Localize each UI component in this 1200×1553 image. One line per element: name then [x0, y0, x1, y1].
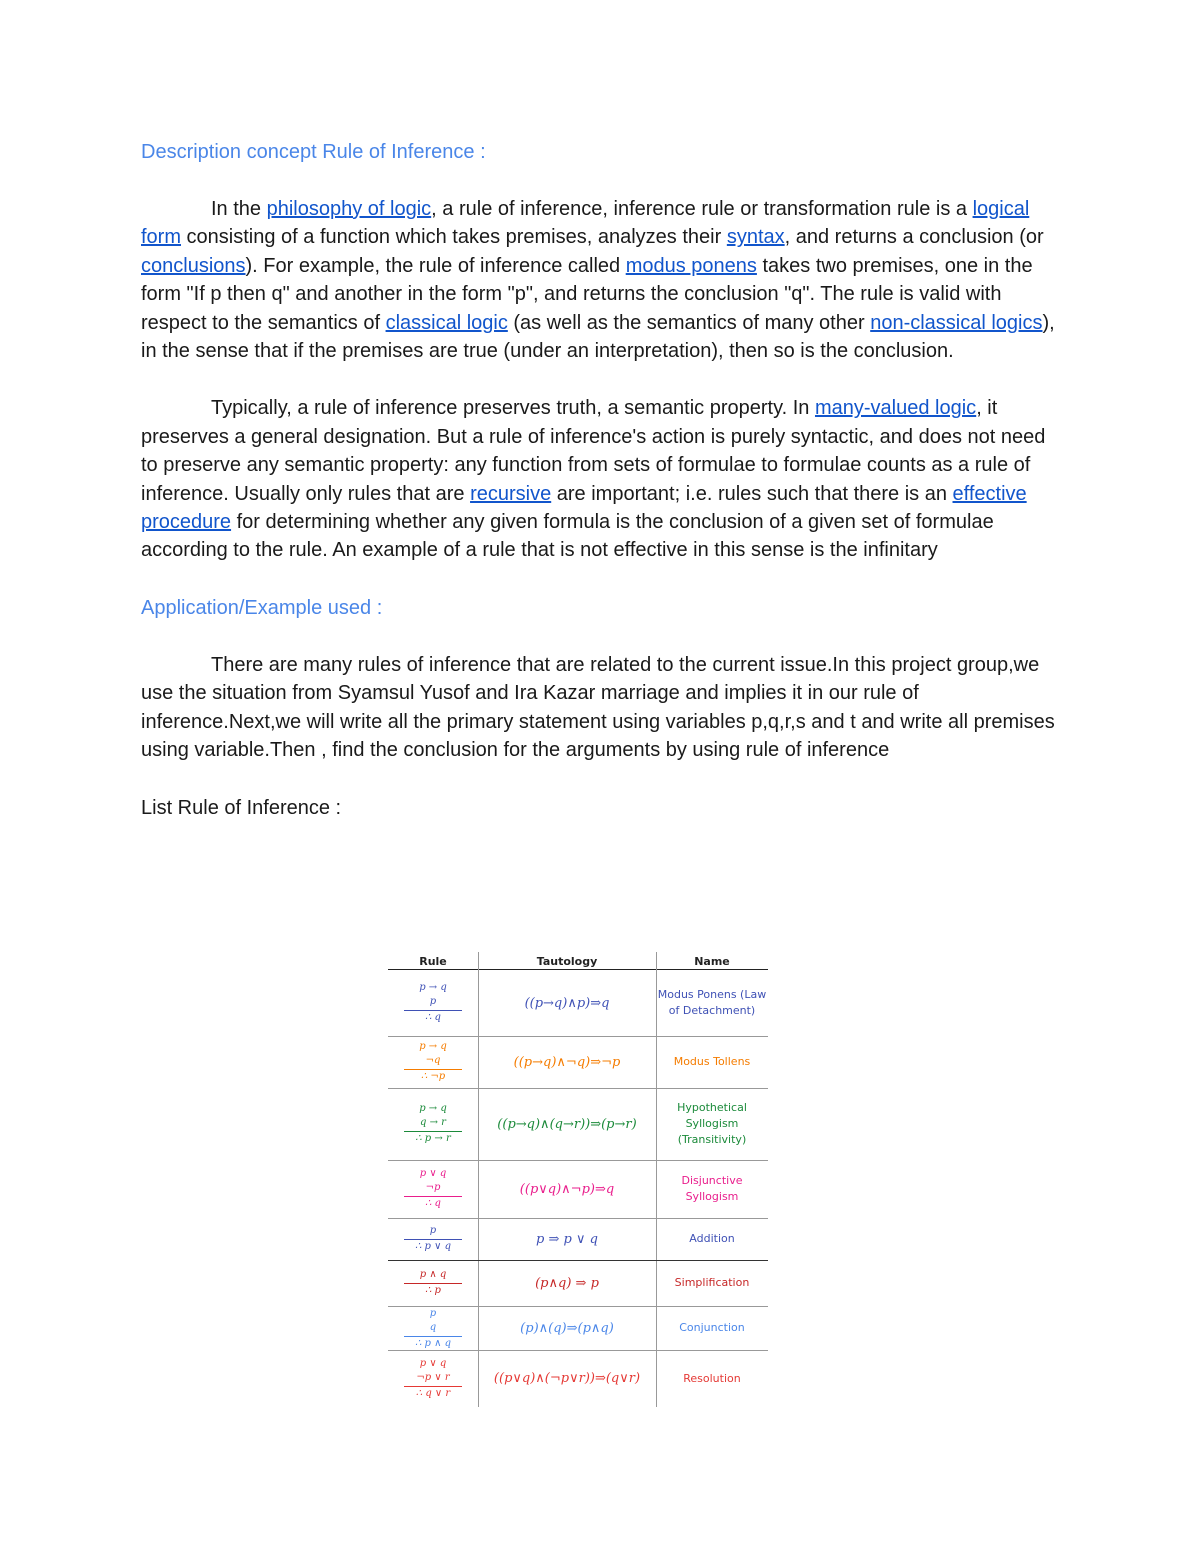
rule-conclusion: ∴ p: [425, 1285, 441, 1296]
rule-name-cell: Hypothetical Syllogism (Transitivity): [677, 1101, 747, 1146]
tautology-cell: ((p∨q)∧(¬p∨r))⇒(q∨r): [493, 1371, 641, 1386]
rule-conclusion: ∴ q: [425, 1198, 441, 1209]
rule-premise: p ∧ q: [419, 1269, 447, 1280]
header-name: Name: [694, 955, 730, 968]
rule-conclusion: ∴ p ∧ q: [414, 1338, 452, 1349]
rule-premise: p: [429, 996, 437, 1007]
rule-name-cell: Resolution: [683, 1371, 741, 1385]
rule-premise: p → q: [419, 1103, 447, 1114]
rule-name-cell: Conjunction: [679, 1321, 745, 1334]
tautology-cell: (p)∧(q)⇒(p∧q): [520, 1320, 614, 1336]
link-classical-logic[interactable]: classical logic: [385, 311, 508, 334]
rule-name-cell: Modus Tollens: [673, 1055, 751, 1068]
rule-premise: p ∨ q: [419, 1168, 447, 1179]
description-heading: Description concept Rule of Inference :: [141, 141, 486, 163]
rule-divider-line: [404, 1131, 462, 1132]
rule-divider-line: [404, 1386, 462, 1387]
tautology-cell: ((p∨q)∧¬p)⇒q: [519, 1181, 615, 1197]
rule-premise: q: [429, 1322, 437, 1333]
rule-name-cell: Addition: [689, 1232, 735, 1245]
link-syntax[interactable]: syntax: [726, 226, 785, 249]
rule-conclusion: ∴ p → r: [415, 1133, 451, 1144]
rule-divider-line: [404, 1010, 462, 1011]
rule-premise: ¬q: [425, 1055, 441, 1066]
rule-cell: [388, 1036, 478, 1088]
rule-name-cell: Disjunctive Syllogism: [681, 1174, 743, 1203]
rule-row: [388, 1036, 768, 1089]
link-non-classical-logics[interactable]: non-classical logics: [870, 311, 1043, 334]
header-tautology: Tautology: [536, 955, 598, 968]
rule-premise: p ∨ q: [419, 1357, 447, 1369]
link-philosophy-of-logic[interactable]: philosophy of logic: [266, 198, 432, 220]
rule-divider-line: [404, 1239, 462, 1240]
rule-cell: [388, 1218, 478, 1260]
rule-conclusion: ∴ ¬p: [420, 1071, 446, 1082]
table-header: [388, 952, 768, 970]
rule-cell: [388, 1160, 478, 1218]
tautology-cell: ((p→q)∧(q→r))⇒(p→r): [497, 1116, 637, 1132]
document-page: [141, 138, 1061, 822]
rule-premise: p: [429, 1225, 437, 1236]
rule-divider-line: [404, 1196, 462, 1197]
rule-premise: p → q: [419, 1041, 447, 1052]
rule-row: [388, 1088, 768, 1161]
rule-conclusion: ∴ q ∨ r: [415, 1387, 451, 1399]
tautology-cell: (p∧q) ⇒ p: [535, 1275, 599, 1291]
rule-name-cell: Simplification: [674, 1276, 750, 1289]
rule-premise: p: [429, 1308, 437, 1319]
rule-row: [388, 1160, 768, 1219]
list-label: List Rule of Inference :: [141, 796, 342, 819]
link-logical-form[interactable]: logical form: [141, 198, 1030, 249]
rule-cell: [388, 1088, 478, 1160]
description-paragraph-2: Typically, a rule of inference preserves truth, a semantic property. In many-valued logic, it preserves a general designation. But a rule of inference's action is purely syntactic, and does not need to preserve any semantic property: any function from sets of formulae to formulae counts as a rule of inference. Usually only rules that are recursive are important; i.e. rules such that there is an effective procedure for determining whether any given formula is the conclusion of a given set of formulae according to the rule. An example of a rule that is not effective in this sense is the infinitary: [141, 397, 1046, 562]
link-conclusions[interactable]: conclusions: [141, 254, 246, 277]
rule-row: [388, 970, 768, 1037]
rule-cell: [388, 1306, 478, 1350]
rule-row: [388, 1350, 768, 1407]
rule-conclusion: ∴ p ∨ q: [414, 1241, 452, 1252]
rule-name-cell: Modus Ponens (Law of Detachment): [657, 988, 767, 1017]
rule-cell: [388, 1350, 478, 1407]
tautology-cell: ((p→q)∧p)⇒q: [524, 995, 610, 1011]
rule-cell: [388, 970, 478, 1036]
rule-divider-line: [404, 1336, 462, 1337]
rule-conclusion: ∴ q: [425, 1012, 441, 1023]
application-heading: Application/Example used :: [141, 596, 383, 619]
rule-divider-line: [404, 1283, 462, 1284]
tautology-cell: p ⇒ p ∨ q: [536, 1231, 598, 1247]
link-many-valued-logic[interactable]: many-valued logic: [814, 397, 977, 420]
tautology-cell: ((p→q)∧¬q)⇒¬p: [513, 1054, 621, 1070]
rule-cell: [388, 1260, 478, 1306]
rule-row: [388, 1306, 768, 1351]
link-recursive[interactable]: recursive: [470, 482, 552, 505]
rule-divider-line: [404, 1069, 462, 1070]
rule-premise: ¬p ∨ r: [416, 1371, 450, 1383]
rule-row: [388, 1218, 768, 1261]
rules-of-inference-table: [388, 952, 768, 1407]
application-paragraph: There are many rules of inference that are related to the current issue.In this project group,we use the situation from Syamsul Yusof and Ira Kazar marriage and implies it in our rule of inference.Next,we will write all the primary statement using variables p,q,r,s and t and write all premises using variable.Then , find the conclusion for the arguments by using rule of inference: [141, 653, 1055, 762]
link-effective-procedure[interactable]: effective procedure: [141, 482, 1027, 534]
header-rule: Rule: [419, 955, 447, 968]
description-paragraph-1: In the philosophy of logic, a rule of inference, inference rule or transformation rule is a logical form consisting of a function which takes premises, analyzes their syntax, and returns a conclusion (or conclusions). For example, the rule of inference called modus ponens takes two premises, one in the form "If p then q" and another in the form "p", and returns the conclusion "q". The rule is valid with respect to the semantics of classical logic (as well as the semantics of many other non-classical logics), in the sense that if the premises are true (under an interpretation), then so is the conclusion.: [141, 198, 1055, 363]
rule-row: [388, 1260, 768, 1307]
rule-premise: q → r: [420, 1117, 446, 1128]
rule-premise: ¬p: [425, 1182, 441, 1193]
rule-premise: p → q: [419, 982, 447, 993]
link-modus-ponens[interactable]: modus ponens: [625, 254, 757, 277]
